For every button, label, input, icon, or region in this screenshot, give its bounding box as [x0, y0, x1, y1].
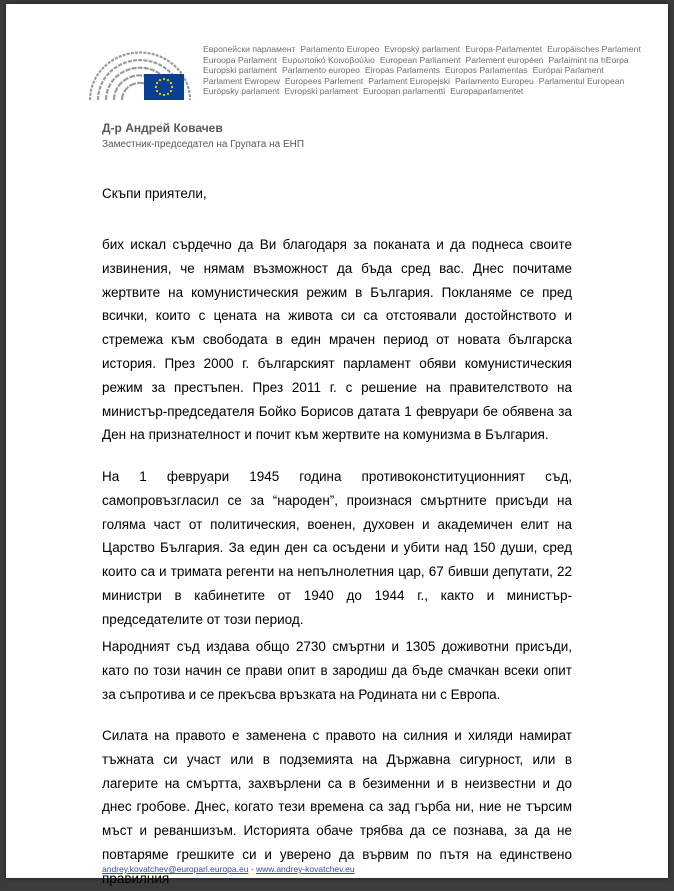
parliament-name: Европейски парламент	[203, 44, 296, 54]
language-line	[203, 54, 629, 66]
parliament-name: European Parliament	[379, 54, 461, 65]
parliament-name: Evropský parlament	[384, 44, 461, 54]
parliament-name: Europos Parlamentas	[444, 65, 528, 76]
eu-star-icon	[156, 82, 158, 84]
eu-star-icon	[159, 93, 161, 95]
parliament-name: Parlamento Europeo	[300, 44, 380, 54]
parliament-name: Europa-Parlamentet	[465, 44, 543, 54]
parliament-name: Parlement européen	[465, 54, 544, 65]
eu-star-icon	[163, 94, 165, 96]
language-line	[203, 76, 623, 87]
document-page	[6, 4, 668, 886]
eu-star-icon	[159, 79, 161, 81]
parliament-name-languages	[203, 44, 641, 97]
language-line	[203, 86, 623, 97]
footer-contact	[102, 864, 355, 874]
parliament-name: Parlament Europejski	[368, 75, 450, 86]
parliament-name: Eiropas Parlaments	[364, 65, 440, 76]
parliament-name: Europaparlamentet	[450, 86, 524, 97]
eu-star-icon	[171, 86, 173, 88]
eu-star-icon	[156, 90, 158, 92]
eu-star-icon	[155, 86, 157, 88]
parliament-name: Parlaimint na hEorpa	[548, 54, 629, 65]
letterhead	[86, 40, 641, 104]
letter-paragraph: бих искал сърдечно да Ви благодаря за поканата и да поднеса своите извинения, че нямам възможност да бъда сред вас. Днес почитаме жертвите на комунистическия режим в България. Покланяме се пред всички, които с цената на живота си са отстоявали достойнството и стремежа към свободата в един мрачен период от новата българска история. През 2000 г. българският парламент обяви комунистическия режим за престъпен. През 2011 г. с решение на правителството на министър-председателя Бойко Борисов датата 1 февруари бе обявена за Ден на признателност и почит към жертвите на комунизма в България.	[102, 237, 572, 443]
sender-name: Д-р Андрей Ковачев	[102, 121, 223, 135]
european-parliament-emblem	[86, 44, 198, 100]
parliament-name: Európai Parlament	[532, 65, 604, 76]
language-line	[203, 65, 623, 76]
letter-paragraph: Народният съд издава общо 2730 смъртни и 1305 доживотни присъди, като по този начин се прави опит в зародиш да бъде смачкан всеки опит за съпротива и се прекъсва връзката на Родината ни с Европа.	[102, 639, 572, 702]
parliament-name: Parlament Ewropew	[203, 75, 280, 86]
parliament-name: Europäisches Parlament	[547, 44, 641, 54]
eu-star-icon	[167, 93, 169, 95]
eu-star-icon	[167, 79, 169, 81]
parliament-name: Europees Parlement	[284, 75, 364, 86]
parliament-name: Európsky parlament	[203, 86, 280, 97]
sender-role: Заместник-председател на Групата на ЕНП	[102, 139, 305, 150]
website-link[interactable]: www.andrey-kovatchev.eu	[256, 864, 355, 874]
parliament-name: Parlamento Europeu	[454, 75, 534, 86]
footer-separator: -	[248, 864, 257, 874]
letter-greeting: Скъпи приятели,	[102, 186, 207, 201]
letter-paragraph: На 1 февруари 1945 година противоконституционният съд, самопровъзгласил се за “народен”, произнася смъртните присъди на голяма част от политическия, военен, духовен и академичен елит на Царство България. За един ден са осъдени и убити над 150 души, сред които са и тримата регенти на непълнолетния цар, 67 бивши депутати, 22 министри в кабинетите от 1940 до 1944 г., както и министър-председателите от този период.	[102, 469, 572, 627]
letter-paragraph: Силата на правото е заменена с правото на силния и хиляди намират тъжната си участ или в подземията на Държавна сигурност, или в лагерите на смъртта, захвърлени са в безименни и в неизвестни и до днес гробове. Днес, когато тези времена са зад гърба ни, ние не търсим мъст и реваншизъм. Историята обаче трябва да се познава, за да не повтаряме грешките си и уверено да вървим по пътя на единствено правилния	[102, 728, 572, 886]
parliament-name: Europski parlament	[203, 65, 278, 76]
parliament-name: Parlamento europeo	[282, 65, 360, 76]
language-line	[203, 44, 641, 55]
parliament-name: Ευρωπαϊκό Κοινοβούλιο	[282, 54, 375, 65]
email-link[interactable]: andrey.kovatchev@europarl.europa.eu	[102, 864, 249, 874]
eu-star-icon	[170, 90, 172, 92]
parliament-name: Parlamentul European	[538, 75, 625, 86]
parliament-name: Euroopan parlamentti	[363, 86, 446, 97]
parliament-name: Euroopa Parlament	[203, 54, 278, 65]
eu-star-icon	[163, 78, 165, 80]
parliament-name: Evropski parlament	[284, 86, 358, 97]
eu-star-icon	[170, 82, 172, 84]
